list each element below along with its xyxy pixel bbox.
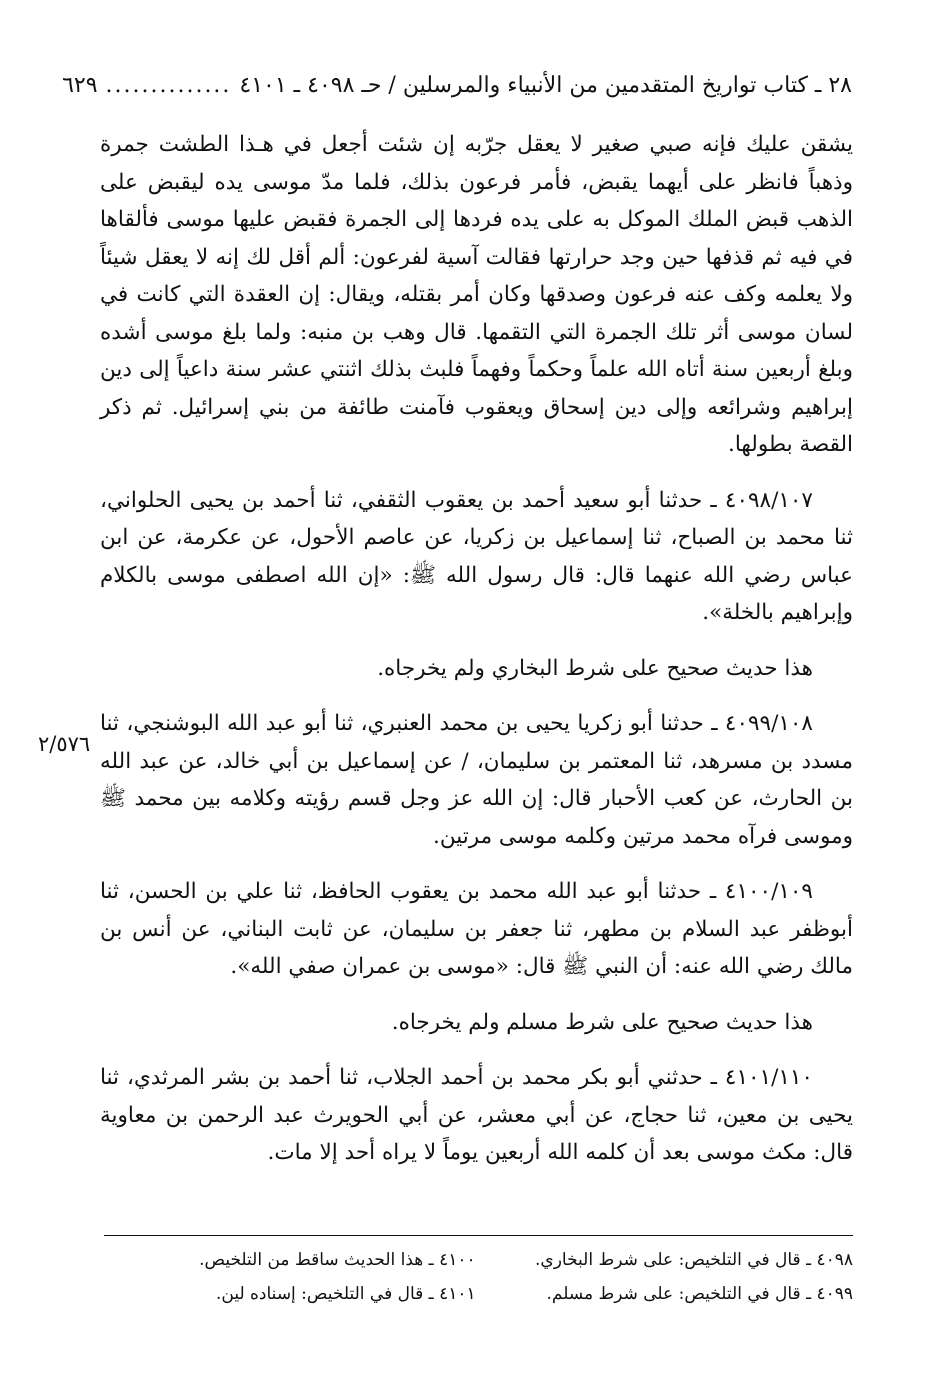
paragraph-continued-story: يشقن عليك فإنه صبي صغير لا يعقل جرّبه إن شئت أجعل في هـذا الطشت جمرة وذهباً فانظر على أيهما يقبض، فأمر فرعون بذلك، فلما مدّ موسى يده ليقبض على الذهب قبض الملك الموكل به على يده فردها إلى الجمرة فقبض عليها موسى فألقاها في فيه ثم قذفها حين وجد حرارتها فقالت آسية لفرعون: ألم أقل لك إنه لا يعقل شيئاً ولا يعلمه وكف عنه فرعون وصدقها وكان أمر بقتله، ويقال: إن العقدة التي كانت في لسان موسى أثر تلك الجمرة التي التقمها. قال وهب بن منبه: ولما بلغ موسى أشده وبلغ أربعين سنة أتاه الله علماً وحكماً وفهماً فلبث بذلك اثنتي عشر سنة داعياً إلى دين إبراهيم وشرائعه وإلى دين إسحاق ويعقوب فآمنت طائفة من بني إسرائيل. ثم ذكر القصة بطولها.: [100, 132, 854, 457]
grading-note: هذا حديث صحيح على شرط مسلم ولم يخرجاه.: [391, 1009, 813, 1035]
footnote-4101: ٤١٠١ ـ قال في التلخيص: إسناده لين.: [215, 1284, 476, 1304]
footnote-4098: ٤٠٩٨ ـ قال في التلخيص: على شرط البخاري.: [534, 1250, 853, 1270]
header-leader-dots: ..............: [105, 73, 232, 98]
footnote-divider: [104, 1235, 853, 1236]
hadith-4098: ٤٠٩٨/١٠٧ ـ حدثنا أبو سعيد أحمد بن يعقوب الثقفي، ثنا أحمد بن يحيى الحلواني، ثنا محمد بن الصباح، ثنا إسماعيل بن زكريا، عن عاصم الأحول، عن عكرمة، عن ابن عباس رضي الله عنهما قال: قال رسول الله ﷺ: «إن الله اصطفى موسى بالكلام وإبراهيم بالخلة».: [100, 487, 853, 625]
header-title: ٢٨ ـ كتاب تواريخ المتقدمين من الأنبياء والمرسلين / حـ ٤٠٩٨ ـ ٤١٠١: [239, 73, 852, 98]
footnote-4100: ٤١٠٠ ـ هذا الحديث ساقط من التلخيص.: [199, 1250, 476, 1270]
hadith-4100: ٤١٠٠/١٠٩ ـ حدثنا أبو عبد الله محمد بن يعقوب الحافظ، ثنا علي بن الحسن، ثنا أبوظفر عبد السلام بن مطهر، ثنا جعفر بن سليمان، عن ثابت البناني، عن أنس بن مالك رضي الله عنه: أن النبي ﷺ قال: «موسى بن عمران صفي الله».: [100, 879, 853, 979]
hadith-4101: ٤١٠١/١١٠ ـ حدثني أبو بكر محمد بن أحمد الجلاب، ثنا أحمد بن بشر المرثدي، ثنا يحيى بن معين، ثنا حجاج، عن أبي معشر، عن أبي الحويرث عبد الرحمن بن معاوية قال: مكث موسى بعد أن كلمه الله أربعين يوماً لا يراه أحد إلا مات.: [100, 1065, 853, 1165]
footnote-row: [104, 1247, 853, 1273]
footnote-4099: ٤٠٩٩ ـ قال في التلخيص: على شرط مسلم.: [546, 1284, 853, 1304]
footnote-row: [104, 1281, 853, 1307]
margin-volume-reference: ٢/٥٧٦: [38, 732, 91, 756]
hadith-4099: ٤٠٩٩/١٠٨ ـ حدثنا أبو زكريا يحيى بن محمد العنبري، ثنا أبو عبد الله البوشنجي، ثنا مسدد بن مسرهد، ثنا المعتمر بن سليمان، / عن إسماعيل بن أبي خالد، عن عبد الله بن الحارث، عن كعب الأحبار قال: إن الله عز وجل قسم رؤيته وكلامه بين محمد ﷺ وموسى فرآه محمد مرتين وكلمه موسى مرتين.: [100, 711, 853, 849]
running-header: [62, 66, 852, 106]
page-body: [100, 126, 853, 1190]
grading-note: هذا حديث صحيح على شرط البخاري ولم يخرجاه.: [377, 655, 813, 681]
page-number: ٦٢٩: [62, 73, 98, 98]
